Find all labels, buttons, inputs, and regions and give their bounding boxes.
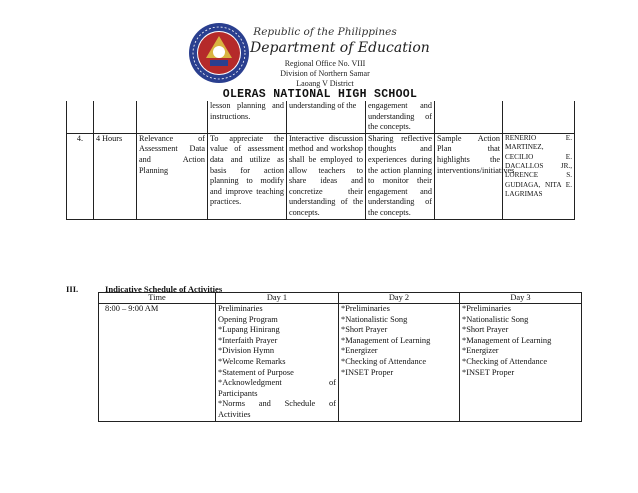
cell-empty bbox=[503, 101, 575, 133]
list-item: *Nationalistic Song bbox=[462, 314, 529, 324]
list-item-word: *Norms bbox=[218, 399, 245, 409]
list-item-word: Schedule bbox=[284, 399, 316, 409]
list-item: Activities bbox=[218, 409, 251, 419]
list-item: *Energizer bbox=[462, 346, 499, 356]
district-label: Laoang V District bbox=[296, 79, 354, 88]
table-row-continued bbox=[67, 101, 575, 133]
schedule-row bbox=[99, 304, 582, 422]
deped-seal bbox=[188, 22, 250, 84]
cell-duration: 4 Hours bbox=[94, 133, 137, 219]
list-item bbox=[218, 399, 336, 410]
table-row-4 bbox=[67, 133, 575, 219]
list-item-word: of bbox=[329, 399, 336, 409]
header-day1: Day 1 bbox=[216, 293, 339, 304]
region-label: Regional Office No. VIII bbox=[284, 59, 366, 68]
cell-methodology-cont: understanding of the bbox=[287, 101, 366, 133]
list-item: *Nationalistic Song bbox=[341, 314, 408, 324]
training-matrix-table bbox=[66, 101, 575, 220]
header-day3: Day 3 bbox=[460, 293, 582, 304]
department-title: Department of Education bbox=[250, 40, 430, 56]
cell-day1 bbox=[216, 304, 339, 422]
list-item: *Management of Learning bbox=[462, 335, 552, 345]
list-item: *INSET Proper bbox=[462, 367, 515, 377]
list-item: *Interfaith Prayer bbox=[218, 335, 278, 345]
time-slot: 8:00 – 9:00 AM bbox=[105, 304, 159, 313]
list-item: *Energizer bbox=[341, 346, 378, 356]
list-item: *Short Prayer bbox=[462, 325, 509, 335]
list-item: *Statement of Purpose bbox=[218, 367, 294, 377]
cell-output: Sample Action Plan that highlights the interventions/initiatives bbox=[435, 133, 503, 219]
list-item-word: and bbox=[258, 399, 271, 409]
cell-objective: To appreciate the value of assessment data and utilize as basis for action planning to modify and improve teaching practices. bbox=[208, 133, 287, 219]
cell-empty bbox=[137, 101, 208, 133]
list-item: *Welcome Remarks bbox=[218, 356, 286, 366]
cell-activity-cont: engagement and understanding of the concepts. bbox=[366, 101, 435, 133]
list-item: *Preliminaries bbox=[462, 304, 511, 313]
division-label: Division of Northern Samar bbox=[280, 69, 370, 78]
cell-objective-cont: lesson planning and instructions. bbox=[208, 101, 287, 133]
republic-label: Republic of the Philippines bbox=[253, 26, 397, 38]
section-title: Indicative Schedule of Activities bbox=[105, 284, 223, 294]
header-day2: Day 2 bbox=[339, 293, 460, 304]
school-name: OLERAS NATIONAL HIGH SCHOOL bbox=[222, 88, 418, 101]
list-item: *INSET Proper bbox=[341, 367, 394, 377]
header-time: Time bbox=[99, 293, 216, 304]
cell-empty bbox=[435, 101, 503, 133]
list-item: *Preliminaries bbox=[341, 304, 390, 313]
list-item: *Checking of Attendance bbox=[341, 356, 427, 366]
list-item: Participants bbox=[218, 388, 258, 398]
list-item: Opening Program bbox=[218, 314, 278, 324]
schedule-header-row bbox=[99, 293, 582, 304]
cell-methodology: Interactive discussion method and workshop shall be employed to allow teachers to share ideas and concretize their understanding of the concepts. bbox=[287, 133, 366, 219]
cell-activity: Sharing reflective thoughts and experiences during the action planning to monitor their engagement and understanding of the concepts. bbox=[366, 133, 435, 219]
list-item-word: *Acknowledgment bbox=[218, 378, 282, 388]
list-item bbox=[218, 378, 336, 389]
list-item-word: of bbox=[329, 378, 336, 388]
cell-number: 4. bbox=[67, 133, 94, 219]
cell-day3 bbox=[460, 304, 582, 422]
list-item: Preliminaries bbox=[218, 304, 263, 313]
list-item: *Checking of Attendance bbox=[462, 356, 548, 366]
cell-time bbox=[99, 304, 216, 422]
section-number: III. bbox=[66, 284, 79, 294]
cell-topic: Relevance of Assessment Data and Action Planning bbox=[137, 133, 208, 219]
list-item: *Lupang Hinirang bbox=[218, 325, 280, 335]
schedule-table bbox=[98, 292, 582, 422]
list-item: *Division Hymn bbox=[218, 346, 275, 356]
cell-day2 bbox=[339, 304, 460, 422]
cell-persons: RENERIO E. MARTINEZ, CECILIO E. DACALLOS JR., LORENCE S. GUDIAGA, NITA E. LAGRIMAS bbox=[503, 133, 575, 219]
list-item: *Short Prayer bbox=[341, 325, 388, 335]
list-item: *Management of Learning bbox=[341, 335, 431, 345]
cell-empty bbox=[94, 101, 137, 133]
cell-empty bbox=[67, 101, 94, 133]
